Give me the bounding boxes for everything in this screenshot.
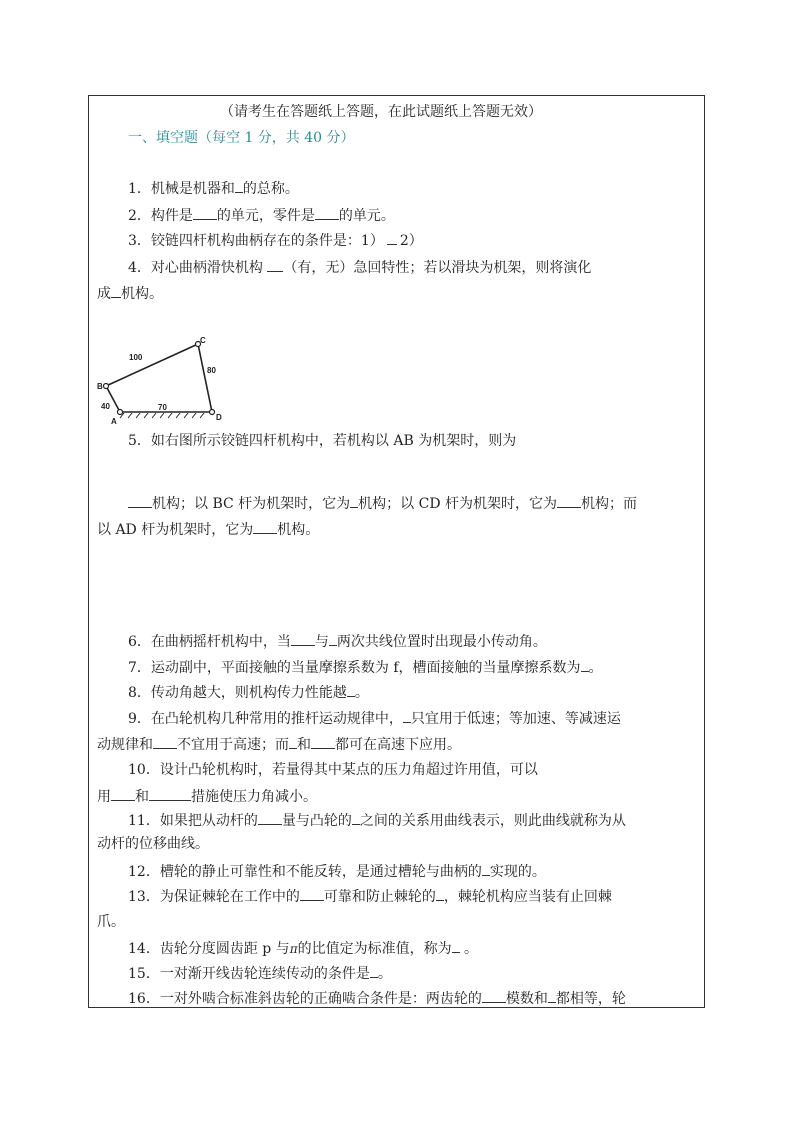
- q11-blank-2: [352, 810, 360, 825]
- q6-blank-1: [291, 631, 315, 646]
- dim-cd: 80: [207, 366, 216, 375]
- q14-text-a: 14．齿轮分度圆齿距 p 与: [128, 941, 290, 957]
- q7-text-b: 。: [588, 660, 603, 676]
- q9-blank-4: [311, 734, 335, 749]
- q4-text-b: （有，无）急回特性；若以滑块为机架，则将演化: [283, 260, 592, 276]
- question-7: [128, 657, 603, 678]
- q11-text-b: 量与凸轮的: [281, 813, 352, 829]
- dim-bc: 100: [129, 353, 143, 362]
- label-c: C: [200, 336, 206, 345]
- q5-text-a: 5．如右图所示铰链四杆机构中，若机构以 AB 为机架时，则为: [128, 433, 517, 449]
- q13-blank-2: [436, 886, 444, 901]
- q10-text-c: 和: [135, 789, 149, 805]
- question-11: [128, 810, 626, 831]
- question-10-cont: [97, 786, 317, 807]
- q13-text-b: 可靠和防止棘轮的: [323, 889, 436, 905]
- question-9: [128, 708, 621, 729]
- question-8: [128, 682, 369, 703]
- q2-blank-1: [193, 205, 217, 220]
- label-b: B: [97, 382, 103, 391]
- question-3: [128, 230, 423, 251]
- ground-hatch: [120, 413, 204, 418]
- q16-text-a: 16．一对外啮合标准斜齿轮的正确啮合条件是：两齿轮的: [128, 991, 482, 1007]
- q16-text-c: 都相等，轮: [555, 991, 626, 1007]
- q3-blank-1: [387, 230, 397, 245]
- label-d: D: [216, 413, 222, 422]
- dim-ab: 40: [101, 402, 110, 411]
- q13-blank-1: [300, 886, 324, 901]
- q2-text-a: 2．构件是: [128, 208, 193, 224]
- question-12: [128, 861, 546, 882]
- q12-text-a: 12．槽轮的静止可靠性和不能反转，是通过槽轮与曲柄的: [128, 864, 482, 880]
- q13-text-d: 爪。: [97, 914, 125, 930]
- q10-blank-2: [149, 786, 191, 801]
- q1-text-a: 1．机械是机器和: [128, 181, 235, 197]
- q4-text-c: 成: [97, 286, 111, 302]
- four-bar-linkage-figure: [96, 332, 236, 424]
- q9-blank-2: [153, 734, 177, 749]
- q5-blank-1: [128, 493, 152, 508]
- q11-text-d: 动杆的位移曲线。: [97, 836, 209, 852]
- q10-blank-1: [111, 786, 135, 801]
- q2-text-b: 的单元，零件是: [216, 208, 315, 224]
- q3-text-b: 2）: [399, 233, 423, 249]
- question-1: [128, 178, 299, 199]
- q8-text-b: 。: [354, 685, 369, 701]
- q16-blank-1: [482, 988, 506, 1003]
- q16-blank-2: [548, 988, 556, 1003]
- question-2: [128, 205, 395, 226]
- q3-text-a: 3．铰链四杆机构曲柄存在的条件是：1）: [128, 233, 384, 249]
- q4-blank-1: [267, 257, 283, 272]
- q15-blank: [370, 963, 378, 978]
- q4-text-a: 4．对心曲柄滑快机构: [128, 260, 268, 276]
- q5-text-b1: 机构；以 BC 杆为机架时，它为: [152, 496, 351, 512]
- q9-text-f: 都可在高速下应用。: [335, 737, 461, 753]
- q1-blank: [235, 178, 243, 193]
- question-13: [128, 886, 612, 907]
- joint-a: [118, 410, 123, 415]
- question-14: [128, 938, 478, 959]
- q2-blank-2: [315, 205, 339, 220]
- q6-text-b: 与: [314, 634, 329, 650]
- q11-text-c: 之间的关系用曲线表示，则此曲线就称为从: [359, 813, 626, 829]
- question-5: [128, 431, 516, 451]
- q7-blank: [581, 657, 589, 672]
- q13-text-c: ，棘轮机构应当装有止回棘: [443, 889, 612, 905]
- q5-text-c1: 以 AD 杆为机架时，它为: [97, 522, 254, 538]
- question-11-cont: [97, 834, 209, 854]
- question-5-cont-2: [97, 519, 319, 540]
- question-5-cont-1: [128, 493, 637, 514]
- q1-text-b: 的总称。: [242, 181, 299, 197]
- q5-blank-2: [350, 493, 358, 508]
- q9-text-e: 和: [297, 737, 311, 753]
- question-6: [128, 631, 547, 652]
- link-bc: [106, 344, 198, 386]
- q8-blank: [347, 682, 355, 697]
- q4-blank-2: [111, 283, 121, 298]
- q12-text-b: 实现的。: [489, 864, 546, 880]
- question-4: [128, 257, 591, 278]
- q16-text-b: 模数和: [505, 991, 548, 1007]
- joint-d: [210, 410, 215, 415]
- q10-text-a: 10．设计凸轮机构时，若量得其中某点的压力角超过许用值，可以: [128, 762, 538, 778]
- q4-text-d: 机构。: [121, 286, 163, 302]
- q15-text-a: 15．一对渐开线齿轮连续传动的条件是: [128, 966, 370, 982]
- q6-text-a: 6．在曲柄摇杆机构中，当: [128, 634, 291, 650]
- q15-text-b: 。: [377, 966, 392, 982]
- pi-symbol: π: [289, 942, 298, 956]
- q5-blank-3: [557, 493, 581, 508]
- q5-text-b3: 机构；而: [581, 496, 638, 512]
- q13-text-a: 13．为保证棘轮在工作中的: [128, 889, 300, 905]
- q9-blank-3: [289, 734, 297, 749]
- question-16: [128, 988, 626, 1009]
- q14-text-c: 。: [459, 941, 479, 957]
- q9-blank-1: [403, 708, 411, 723]
- question-9-cont: [97, 734, 461, 755]
- q10-text-b: 用: [97, 789, 111, 805]
- q5-text-b2: 机构；以 CD 杆为机架时，它为: [358, 496, 558, 512]
- q9-text-c: 动规律和: [97, 737, 153, 753]
- section-title: 一、填空题（每空 1 分，共 40 分）: [128, 130, 355, 146]
- question-4-cont: [97, 283, 163, 304]
- question-15: [128, 963, 392, 984]
- question-10: [128, 760, 538, 780]
- answer-notice: （请考生在答题纸上答题，在此试题纸上答题无效）: [220, 104, 542, 120]
- q5-blank-4: [253, 519, 277, 534]
- q7-text-a: 7．运动副中，平面接触的当量摩擦系数为 f，槽面接触的当量摩擦系数为: [128, 660, 581, 676]
- q14-blank: [452, 938, 460, 953]
- q2-text-c: 的单元。: [338, 208, 395, 224]
- q9-text-d: 不宜用于高速；而: [177, 737, 289, 753]
- q5-text-c2: 机构。: [277, 522, 320, 538]
- label-a: A: [111, 417, 117, 424]
- q12-blank: [482, 861, 490, 876]
- q6-text-c: 两次共线位置时出现最小传动角。: [336, 634, 547, 650]
- q11-blank-1: [258, 810, 282, 825]
- q6-blank-2: [329, 631, 337, 646]
- dim-ad: 70: [158, 403, 167, 412]
- joint-b: [104, 384, 109, 389]
- q8-text-a: 8．传动角越大，则机构传力性能越: [128, 685, 347, 701]
- link-cd: [198, 344, 212, 412]
- q14-text-b: 的比值定为标准值，称为: [297, 941, 452, 957]
- q11-text-a: 11．如果把从动杆的: [128, 813, 258, 829]
- q9-text-b: 只宜用于低速；等加速、等减速运: [410, 711, 621, 727]
- q10-text-d: 措施使压力角减小。: [191, 789, 317, 805]
- question-13-cont: [97, 912, 125, 932]
- q9-text-a: 9．在凸轮机构几种常用的推杆运动规律中，: [128, 711, 403, 727]
